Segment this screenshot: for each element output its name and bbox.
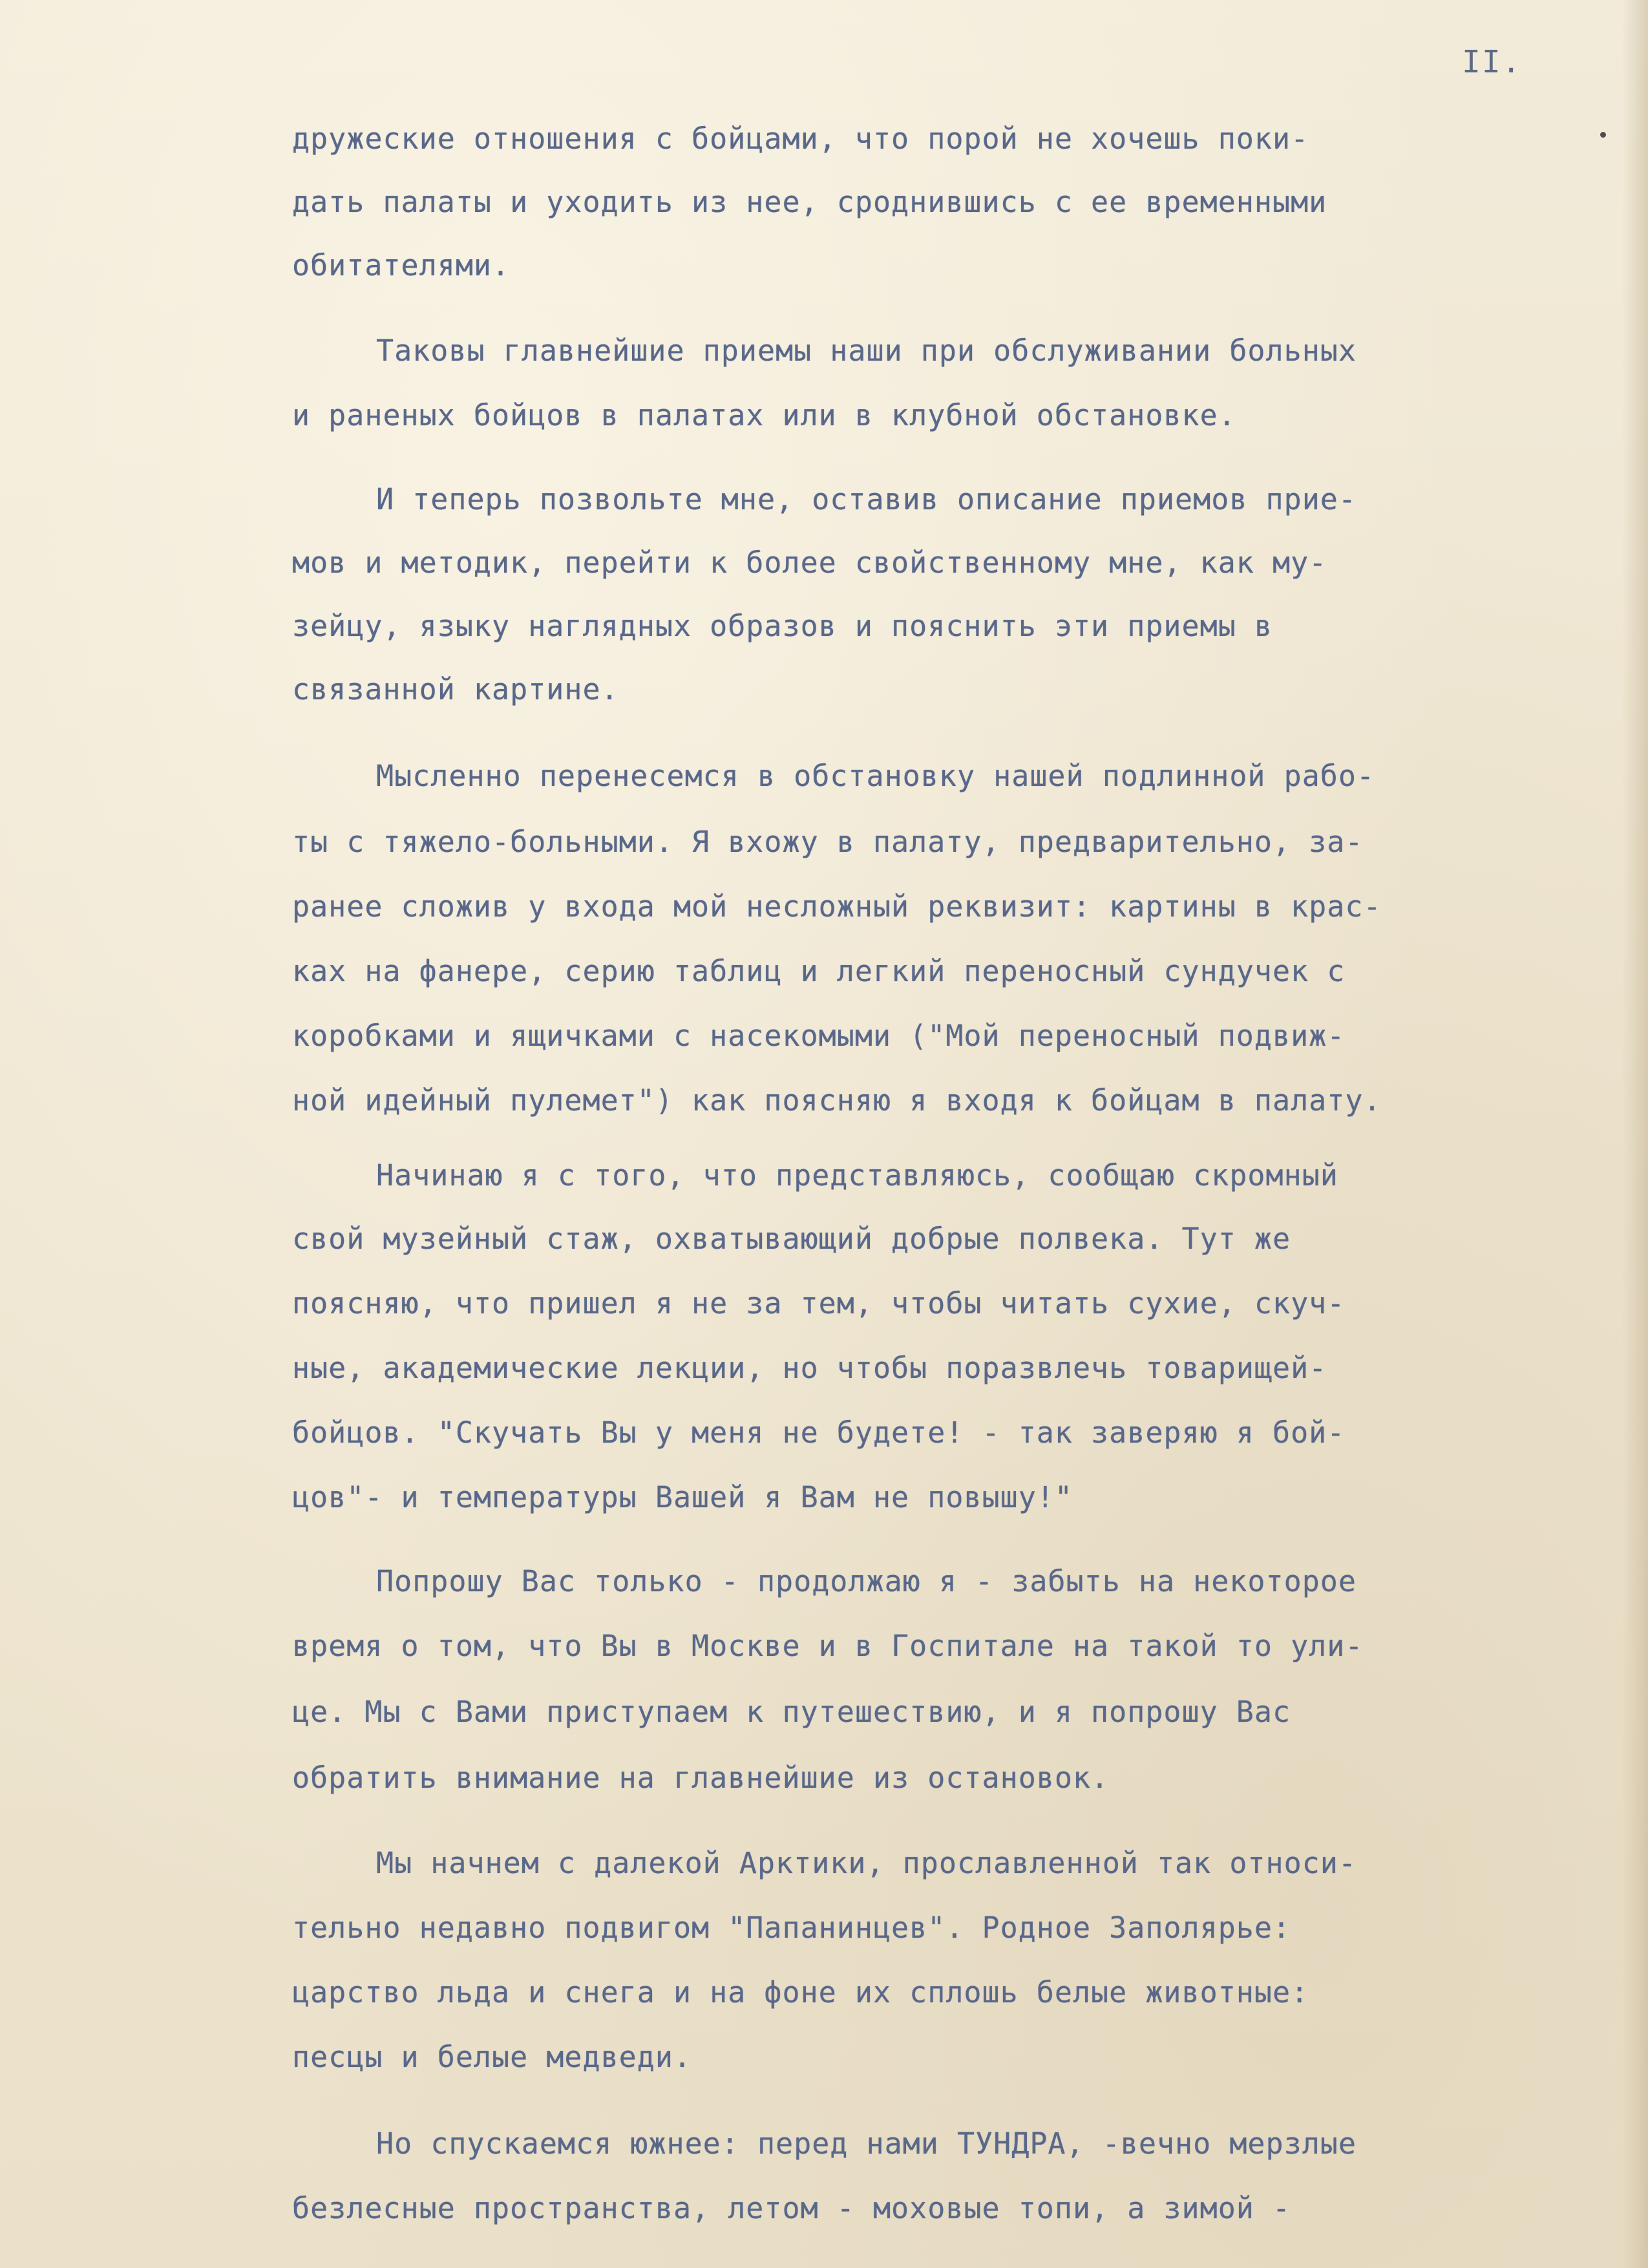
text-line: Но спускаемся южнее: перед нами ТУНДРА, -вечно мерзлые bbox=[376, 2126, 1357, 2161]
text-line: тельно недавно подвигом "Папанинцев". Родное Заполярье: bbox=[292, 1911, 1291, 1945]
text-line: связанной картине. bbox=[292, 672, 619, 706]
text-line: ной идейный пулемет") как поясняю я входя к бойцам в палату. bbox=[292, 1083, 1382, 1118]
text-line: ты с тяжело-больными. Я вхожу в палату, предварительно, за- bbox=[292, 825, 1364, 859]
text-line: Мы начнем с далекой Арктики, прославленной так относи- bbox=[376, 1846, 1357, 1880]
text-line: безлесные пространства, летом - моховые топи, а зимой - bbox=[292, 2191, 1291, 2225]
text-line: и раненых бойцов в палатах или в клубной обстановке. bbox=[292, 398, 1236, 432]
ink-mark bbox=[1600, 132, 1606, 138]
text-line: Попрошу Вас только - продолжаю я - забыть на некоторое bbox=[376, 1564, 1357, 1598]
text-line: обитателями. bbox=[292, 248, 511, 282]
text-line: коробками и ящичками с насекомыми ("Мой переносный подвиж- bbox=[292, 1019, 1346, 1053]
text-line: ные, академические лекции, но чтобы поразвлечь товарищей- bbox=[292, 1351, 1327, 1385]
text-line: Мысленно перенесемся в обстановку нашей подлинной рабо- bbox=[376, 759, 1375, 793]
text-line: царство льда и снега и на фоне их сплошь белые животные: bbox=[292, 1975, 1309, 2009]
text-line: время о том, что Вы в Москве и в Госпитале на такой то ули- bbox=[292, 1629, 1364, 1663]
text-line: дружеские отношения с бойцами, что порой не хочешь поки- bbox=[292, 122, 1309, 156]
text-line: цов"- и температуры Вашей я Вам не повышу!" bbox=[292, 1480, 1073, 1514]
text-line: ранее сложив у входа мой несложный реквизит: картины в крас- bbox=[292, 889, 1382, 924]
text-line: Начинаю я с того, что представляюсь, сообщаю скромный bbox=[376, 1158, 1338, 1192]
text-line: ках на фанере, серию таблиц и легкий переносный сундучек с bbox=[292, 954, 1346, 988]
text-line: И теперь позвольте мне, оставив описание приемов прие- bbox=[376, 482, 1357, 516]
text-line: поясняю, что пришел я не за тем, чтобы читать сухие, скуч- bbox=[292, 1286, 1346, 1320]
page-number: II. bbox=[1462, 44, 1522, 80]
paper-edge-shadow bbox=[1622, 0, 1648, 2268]
text-line: Таковы главнейшие приемы наши при обслуживании больных bbox=[376, 334, 1357, 368]
text-line: обратить внимание на главнейшие из остановок. bbox=[292, 1761, 1110, 1795]
text-line: бойцов. "Скучать Вы у меня не будете! - так заверяю я бой- bbox=[292, 1415, 1346, 1450]
text-line: зейцу, языку наглядных образов и пояснить эти приемы в bbox=[292, 609, 1273, 643]
text-line: це. Мы с Вами приступаем к путешествию, и я попрошу Вас bbox=[292, 1695, 1291, 1729]
text-line: дать палаты и уходить из нее, сроднившись с ее временными bbox=[292, 185, 1327, 219]
text-line: песцы и белые медведи. bbox=[292, 2040, 692, 2074]
text-line: свой музейный стаж, охватывающий добрые полвека. Тут же bbox=[292, 1222, 1291, 1256]
text-line: мов и методик, перейти к более свойственному мне, как му- bbox=[292, 546, 1327, 580]
